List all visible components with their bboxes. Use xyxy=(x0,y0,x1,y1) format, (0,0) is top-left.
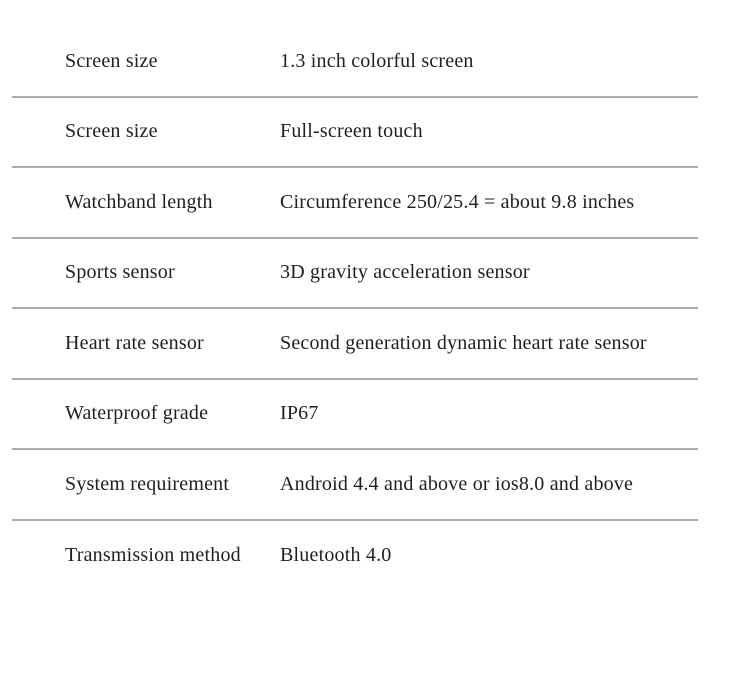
spec-value: Second generation dynamic heart rate sensor xyxy=(280,331,647,354)
spec-label: Waterproof grade xyxy=(65,402,209,425)
table-row xyxy=(12,98,698,169)
spec-label: Heart rate sensor xyxy=(65,331,204,354)
spec-value: Android 4.4 and above or ios8.0 and above xyxy=(280,472,634,495)
spec-label: Sports sensor xyxy=(65,261,175,284)
product-spec-table xyxy=(12,0,698,591)
spec-label: System requirement xyxy=(65,472,230,495)
table-row xyxy=(12,380,698,451)
table-row xyxy=(12,521,698,592)
table-row xyxy=(12,450,698,521)
spec-value: Bluetooth 4.0 xyxy=(280,544,392,567)
spec-value: 3D gravity acceleration sensor xyxy=(280,261,530,284)
spec-value: Circumference 250/25.4 = about 9.8 inches xyxy=(280,190,635,213)
spec-label: Screen size xyxy=(65,49,158,72)
spec-label: Screen size xyxy=(65,120,158,143)
spec-label: Watchband length xyxy=(65,190,213,213)
table-row xyxy=(12,239,698,310)
spec-value: IP67 xyxy=(280,402,319,425)
table-row xyxy=(12,27,698,98)
table-row xyxy=(12,309,698,380)
table-row xyxy=(12,168,698,239)
spec-value: 1.3 inch colorful screen xyxy=(280,49,474,72)
spec-label: Transmission method xyxy=(65,544,241,567)
spec-value: Full-screen touch xyxy=(280,120,423,143)
